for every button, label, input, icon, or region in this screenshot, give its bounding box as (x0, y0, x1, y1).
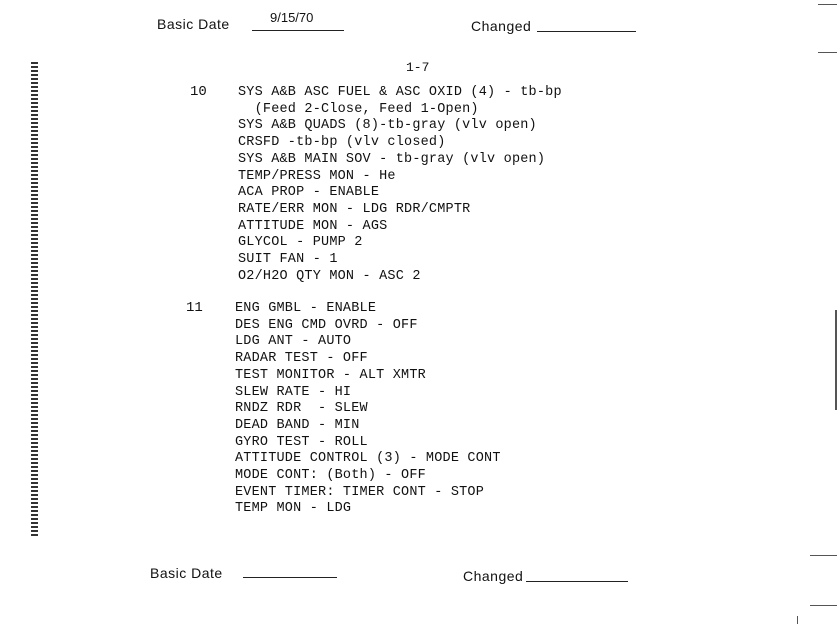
step-10-checklist (238, 85, 562, 285)
page-number: 1-7 (406, 60, 430, 75)
footer-changed-line (526, 581, 628, 582)
checklist-line: SUIT FAN - 1 (238, 252, 338, 268)
step-11-checklist (235, 301, 501, 518)
edge-mark (810, 555, 837, 556)
footer-basic-date-line (243, 577, 337, 578)
header-basic-date-value: 9/15/70 (270, 10, 314, 25)
binding-perforation (31, 62, 38, 536)
checklist-line: LDG ANT - AUTO (235, 334, 352, 350)
checklist-line: (Feed 2-Close, Feed 1-Open) (238, 101, 479, 117)
checklist-line: TEST MONITOR - ALT XMTR (235, 367, 426, 383)
header-basic-date-label: Basic Date (157, 16, 230, 32)
checklist-line: RATE/ERR MON - LDG RDR/CMPTR (238, 201, 471, 217)
checklist-line: SYS A&B MAIN SOV - tb-gray (vlv open) (238, 151, 546, 167)
header-changed-label: Changed (471, 18, 532, 34)
checklist-line: SLEW RATE - HI (235, 384, 352, 400)
checklist-line: SYS A&B ASC FUEL & ASC OXID (4) - tb-bp (238, 85, 562, 100)
edge-mark (810, 605, 837, 606)
footer-basic-date-label: Basic Date (150, 565, 223, 581)
checklist-line: TEMP MON - LDG (235, 501, 352, 517)
header-changed-line (537, 31, 636, 32)
checklist-line: MODE CONT: (Both) - OFF (235, 468, 426, 484)
checklist-line: ATTITUDE CONTROL (3) - MODE CONT (235, 451, 501, 467)
edge-mark (797, 616, 798, 624)
checklist-line: RADAR TEST - OFF (235, 351, 368, 367)
checklist-line: CRSFD -tb-bp (vlv closed) (238, 135, 446, 151)
checklist-line: GLYCOL - PUMP 2 (238, 235, 363, 251)
checklist-line: ACA PROP - ENABLE (238, 185, 380, 201)
checklist-line: RNDZ RDR - SLEW (235, 401, 368, 417)
checklist-line: DEAD BAND - MIN (235, 417, 360, 433)
checklist-line: SYS A&B QUADS (8)-tb-gray (vlv open) (238, 118, 537, 134)
checklist-line: DES ENG CMD OVRD - OFF (235, 317, 418, 333)
footer-changed-label: Changed (463, 568, 524, 584)
checklist-line: ENG GMBL - ENABLE (235, 301, 377, 316)
step-number: 10 (190, 84, 207, 100)
checklist-line: TEMP/PRESS MON - He (238, 168, 396, 184)
checklist-line: O2/H2O QTY MON - ASC 2 (238, 268, 421, 284)
edge-mark (818, 52, 837, 53)
checklist-line: ATTITUDE MON - AGS (238, 218, 388, 234)
checklist-line: EVENT TIMER: TIMER CONT - STOP (235, 484, 485, 500)
header-basic-date-line (252, 30, 344, 31)
edge-mark (818, 4, 837, 5)
step-number: 11 (186, 300, 203, 316)
checklist-line: GYRO TEST - ROLL (235, 434, 368, 450)
